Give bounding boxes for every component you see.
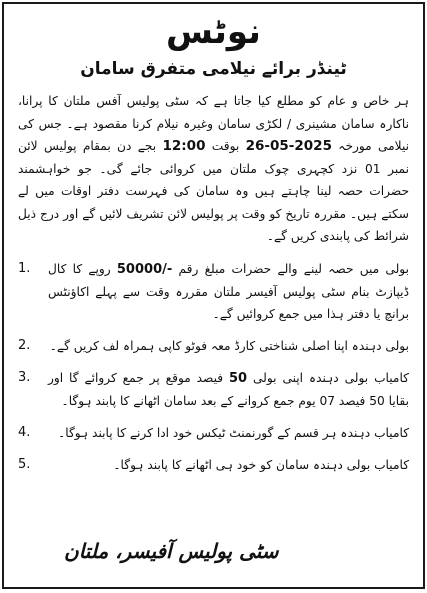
condition-item (18, 335, 409, 357)
condition-item (18, 454, 409, 476)
condition-number: 3. (18, 369, 31, 385)
intro-text-part3: بجے دن بمقام پولیس لائن نمبر 01 نزد کچہری چوک ملتان میں کروائی جائے گی۔ جو خواہشمند حضرات حصہ لینا چاہتے ہیں وہ سامان کی فہرست دفتر اوقات میں لے سکتے ہیں۔ مقررہ تاریخ کو وقت پر پولیس لائن تشریف لائیں گے اور درج ذیل شرائط کی پابندی کریں گے۔ (18, 139, 409, 243)
condition-item (18, 367, 409, 412)
condition-text: کامیاب بولی دہندہ سامان کو خود ہی اٹھانے کا پابند ہوگا۔ (113, 457, 409, 472)
condition-item (18, 258, 409, 325)
notice-title: نوٹس (166, 12, 261, 52)
condition-text-a: کامیاب بولی دہندہ اپنی بولی (253, 370, 409, 385)
condition-text-a: بولی میں حصہ لینے والے حضرات مبلغ رقم (178, 261, 409, 276)
condition-amount: -/50000 (116, 261, 173, 277)
notice-document (2, 2, 425, 589)
condition-number: 5. (18, 456, 31, 472)
notice-subtitle: ٹینڈر برائے نیلامی متفرق سامان (80, 59, 347, 79)
condition-text: کامیاب دہندہ ہر قسم کے گورنمنٹ ٹیکس خود ادا کرنے کا پابند ہوگا۔ (58, 425, 409, 440)
condition-number: 1. (18, 260, 31, 276)
signature-block: سٹی پولیس آفیسر، ملتان (64, 539, 279, 563)
intro-paragraph (18, 90, 409, 248)
condition-text-b: روپے کا کال ڈیپازٹ بنام سٹی پولیس آفیسر ملتان مقررہ وقت سے پہلے اکاؤنٹس برانچ یا دفتر ہذا میں جمع کروائیں گے۔ (48, 261, 409, 321)
intro-text-part1: ہر خاص و عام کو مطلع کیا جاتا ہے کہ سٹی پولیس آفس ملتان کا پرانا، ناکارہ سامان مشینری / لکڑی سامان وغیرہ نیلام کرنا مقصود ہے۔ جس کی نیلامی مورخہ (18, 94, 410, 153)
condition-text (48, 371, 409, 408)
conditions-list (18, 258, 409, 476)
condition-text (48, 262, 409, 321)
intro-text-part2: بوقت (211, 139, 240, 153)
condition-text-b: فیصد موقع پر جمع کروائے گا اور بقایا 50 فیصد 07 یوم جمع کروانے کے بعد سامان اٹھانے کا پابند ہوگا۔ (48, 370, 409, 408)
condition-number: 4. (18, 424, 31, 440)
condition-text: بولی دہندہ اپنا اصلی شناختی کارڈ معہ فوٹو کاپی ہمراہ لف کریں گے۔ (49, 338, 409, 353)
condition-item (18, 422, 409, 444)
auction-date: 26-05-2025 (245, 138, 332, 154)
condition-amount: 50 (229, 370, 248, 386)
auction-time: 12:00 (162, 138, 206, 154)
condition-number: 2. (18, 337, 31, 353)
